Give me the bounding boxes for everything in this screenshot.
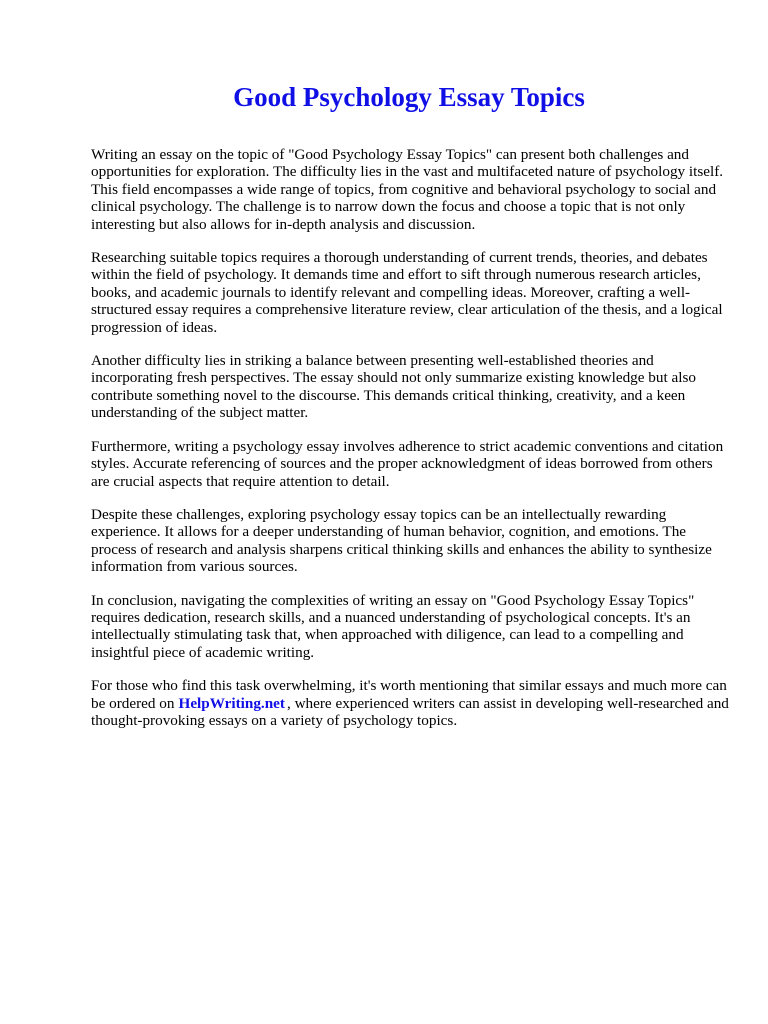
paragraph-conventions: Furthermore, writing a psychology essay involves adherence to strict academic conventions and citation styles. Accurate referencing of sources and the proper acknowledgment of ideas borrowed from others are crucial aspects that require attention to detail. xyxy=(91,437,724,490)
paragraph-closing xyxy=(91,677,731,729)
closing-text-after-link: , where experienced writers can assist in developing well-researched and thought-provoking essays on a variety of psychology topics. xyxy=(91,694,729,729)
paragraph-research: Researching suitable topics requires a thorough understanding of current trends, theories, and debates within the field of psychology. It demands time and effort to sift through numerous research articles, books, and academic journals to identify relevant and compelling ideas. Moreover, crafting a well-structured essay requires a comprehensive literature review, clear articulation of the thesis, and a logical progression of ideas. xyxy=(91,249,723,336)
paragraph-intro: Writing an essay on the topic of "Good Psychology Essay Topics" can present both challenges and opportunities for exploration. The difficulty lies in the vast and multifaceted nature of psychology itself. This field encompasses a wide range of topics, from cognitive and behavioral psychology to social and clinical psychology. The challenge is to narrow down the focus and choose a topic that is not only interesting but also allows for in-depth analysis and discussion. xyxy=(91,146,724,233)
paragraph-rewarding: Despite these challenges, exploring psychology essay topics can be an intellectually rewarding experience. It allows for a deeper understanding of human behavior, cognition, and emotions. The process of research and analysis sharpens critical thinking skills and enhances the ability to synthesize information from various sources. xyxy=(91,505,712,576)
helpwriting-link[interactable]: HelpWriting.net xyxy=(178,694,285,712)
document-body xyxy=(91,146,731,745)
page-title: Good Psychology Essay Topics xyxy=(233,82,585,112)
closing-text-before-link: For those who find this task overwhelming, it's worth mentioning that similar essays and much more can be ordered on xyxy=(91,677,727,712)
paragraph-balance: Another difficulty lies in striking a balance between presenting well-established theories and incorporating fresh perspectives. The essay should not only summarize existing knowledge but also contribute something novel to the discourse. This demands critical thinking, creativity, and a keen understanding of the subject matter. xyxy=(91,352,696,422)
paragraph-conclusion: In conclusion, navigating the complexities of writing an essay on "Good Psychology Essay Topics" requires dedication, research skills, and a nuanced understanding of psychological concepts. It's an intellectually stimulating task that, when approached with diligence, can lead to a compelling and insightful piece of academic writing. xyxy=(91,591,695,661)
